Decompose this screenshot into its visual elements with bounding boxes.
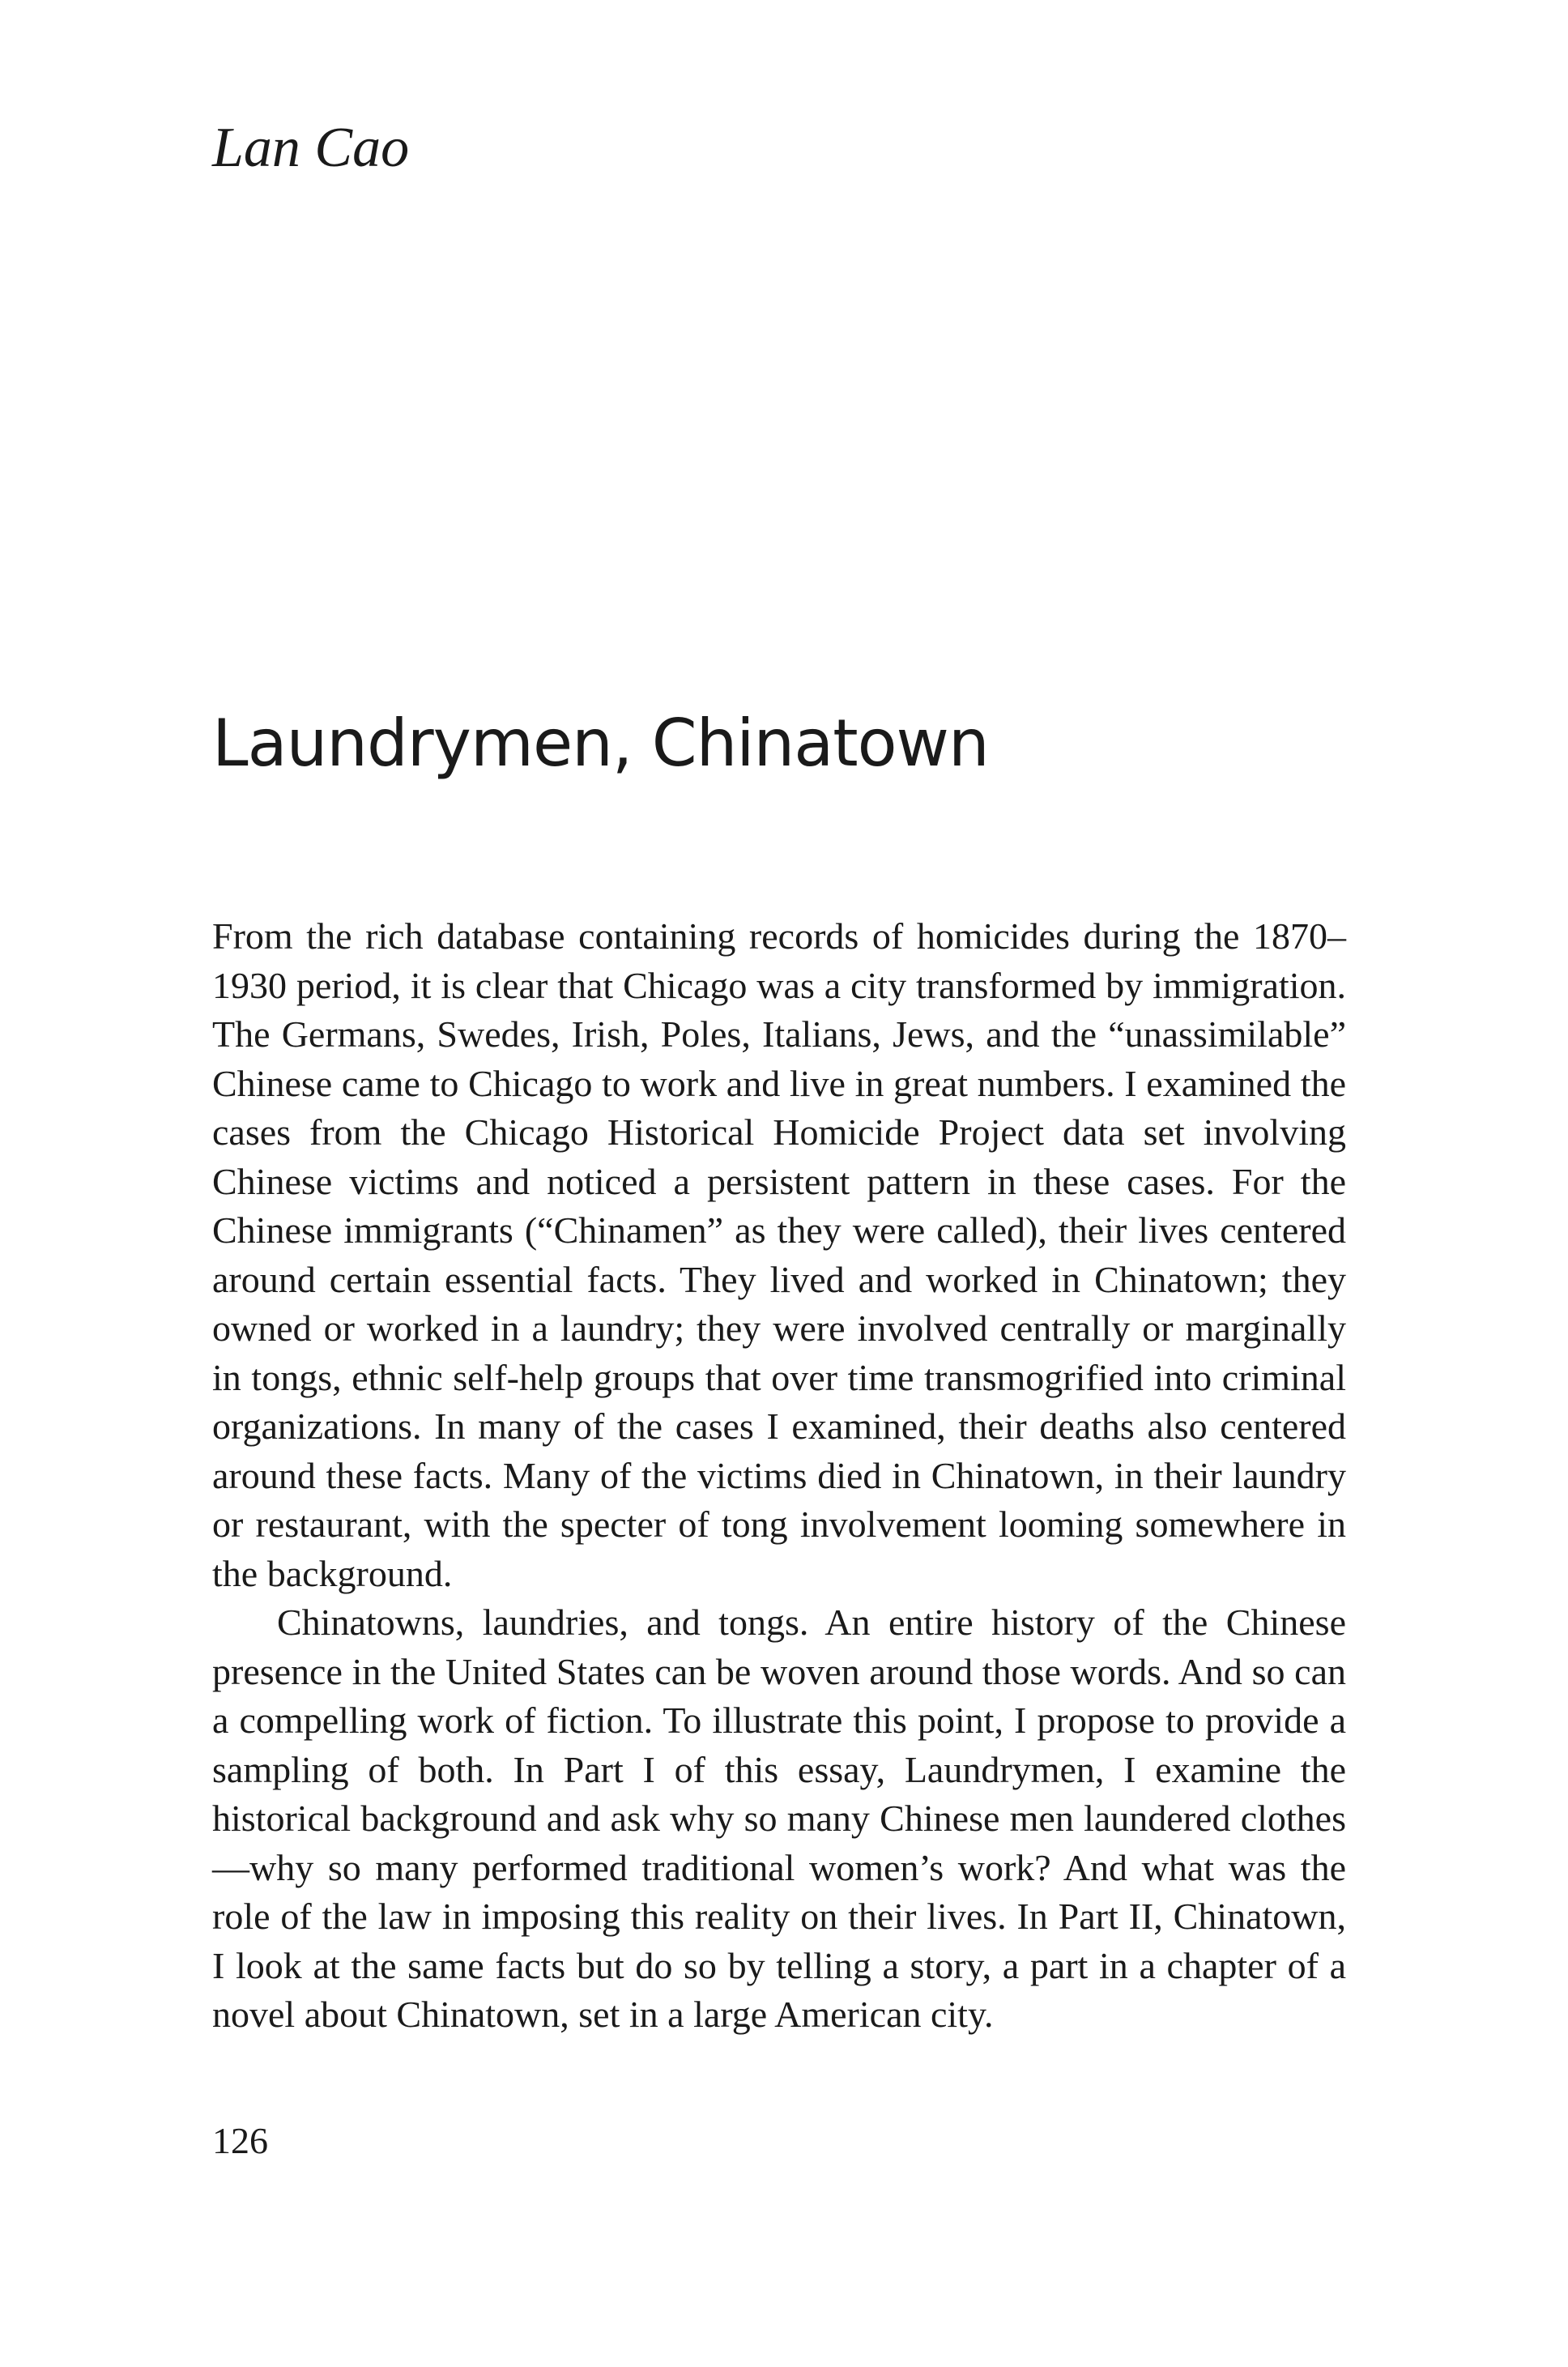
chapter-title: Laundrymen, Chinatown [212,706,989,781]
running-header-author: Lan Cao [212,117,410,179]
page-number: 126 [212,2120,268,2161]
paragraph-2: Chinatowns, laundries, and tongs. An entire history of the Chinese presence in the United States can be woven around those words. And so can a compelling work of fiction. To illustrate this point, I propose to provide a sampling of both. In Part I of this essay, Laundrymen, I examine the historical background and ask why so many Chinese men laundered clothes—why so many performed traditional women’s work? And what was the role of the law in imposing this reality on their lives. In Part II, Chinatown, I look at the same facts but do so by telling a story, a part in a chapter of a novel about Chinatown, set in a large American city. [212,1601,1346,2035]
body-text [212,912,1346,2040]
paragraph-1: From the rich database containing records of homicides during the 1870–1930 period, it is clear that Chicago was a city transformed by immigration. The Germans, Swedes, Irish, Poles, Italians, Jews, and the “unassimilable” Chinese came to Chicago to work and live in great numbers. I examined the cases from the Chicago Historical Homicide Project data set involving Chinese victims and noticed a persistent pattern in these cases. For the Chinese immigrants (“Chinamen” as they were called), their lives centered around certain essential facts. They lived and worked in Chinatown; they owned or worked in a laundry; they were involved centrally or marginally in tongs, ethnic self-help groups that over time transmogrified into criminal organizations. In many of the cases I examined, their deaths also centered around these facts. Many of the victims died in Chinatown, in their laundry or restaurant, with the specter of tong involvement looming somewhere in the background. [212,915,1346,1594]
